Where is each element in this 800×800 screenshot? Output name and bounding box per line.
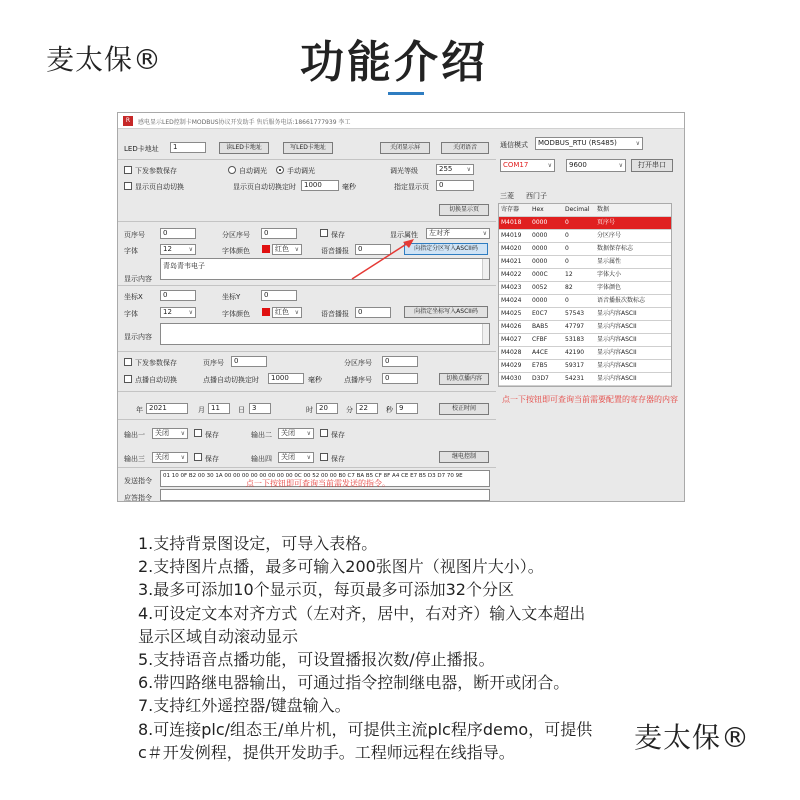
output4-select[interactable]: 关闭 ∨: [278, 452, 314, 463]
reply-cmd-box[interactable]: [160, 489, 490, 501]
comm-mode-select[interactable]: MODBUS_RTU (RS485) ∨: [535, 137, 643, 150]
divider: [118, 391, 496, 392]
output2-select[interactable]: 关闭 ∨: [278, 428, 314, 439]
relay-control-button[interactable]: 继电控制: [439, 451, 489, 463]
page-no-label-2: 页序号: [203, 359, 224, 367]
region-no-input-2[interactable]: 0: [382, 356, 418, 367]
table-row[interactable]: [499, 347, 671, 360]
voice-play-label-2: 语音播报: [321, 310, 349, 318]
app-window: [117, 112, 685, 502]
page-switch-interval-label: 显示页自动切换定时: [233, 183, 296, 191]
table-cell: E0C7: [532, 310, 548, 317]
table-cell: 显示内容ASCII: [597, 336, 637, 343]
specify-page-label: 指定显示页: [394, 183, 429, 191]
output1-save-checkbox[interactable]: [194, 429, 202, 437]
minute-input[interactable]: 22: [356, 403, 378, 414]
feature-item: 3.最多可添加10个显示页，每页最多可添加32个分区: [138, 580, 514, 600]
coord-y-label: 坐标Y: [222, 293, 241, 301]
table-cell: 82: [565, 284, 573, 291]
table-row[interactable]: [499, 373, 671, 386]
led-address-label: LED卡地址: [124, 145, 159, 153]
table-cell: M4019: [501, 232, 522, 239]
content-text: 青岛青韦电子: [163, 262, 205, 270]
switch-page-button[interactable]: 切换显示页: [439, 204, 489, 216]
divider: [118, 351, 496, 352]
output1-select[interactable]: 关闭 ∨: [152, 428, 188, 439]
font-color-label: 字体颜色: [222, 247, 250, 255]
brand-logo-bottom: 麦太保®: [634, 721, 751, 754]
led-address-input[interactable]: 1: [170, 142, 206, 153]
output4-label: 输出四: [251, 455, 272, 463]
tab-mitsubishi[interactable]: 三菱: [500, 192, 514, 200]
voice-play-label: 语音播报: [321, 247, 349, 255]
output1-label: 输出一: [124, 431, 145, 439]
table-cell: 显示内容ASCII: [597, 362, 637, 369]
table-cell: M4018: [501, 219, 522, 226]
dot-play-button[interactable]: 切换点播内容: [439, 373, 489, 385]
table-cell: M4021: [501, 258, 522, 265]
font-color-select-2[interactable]: 红色 ∨: [272, 307, 302, 318]
open-port-button[interactable]: 打开串口: [631, 159, 673, 172]
save-checkbox[interactable]: [320, 229, 328, 237]
table-cell: 数据保存标志: [597, 245, 634, 252]
table-cell: 57543: [565, 310, 585, 317]
save-params-checkbox[interactable]: [124, 166, 132, 174]
table-row[interactable]: [499, 282, 671, 295]
set-time-button[interactable]: 校正时间: [439, 403, 489, 415]
table-cell: 59317: [565, 362, 585, 369]
auto-brightness-radio[interactable]: [228, 166, 236, 174]
table-cell: M4028: [501, 349, 522, 356]
table-header: [499, 204, 671, 217]
region-no-label: 分区序号: [222, 231, 250, 239]
output3-save-label: 保存: [205, 455, 219, 463]
close-voice-button[interactable]: 关闭语音: [441, 142, 489, 154]
write-ascii-coord-button[interactable]: 向指定坐标写入ASCII码: [404, 306, 488, 318]
second-input[interactable]: 9: [396, 403, 418, 414]
feature-item: 8.可连接plc/组态王/单片机，可提供主流plc程序demo，可提供: [138, 719, 593, 739]
font-color-select[interactable]: 红色 ∨: [272, 244, 302, 255]
table-cell: 0: [565, 297, 569, 304]
font-label-2: 字体: [124, 310, 138, 318]
coord-y-input[interactable]: 0: [261, 290, 297, 301]
display-attr-label: 显示属性: [390, 231, 418, 239]
content-label: 显示内容: [124, 275, 152, 283]
year-label: 年: [136, 406, 143, 414]
dot-auto-switch-checkbox[interactable]: [124, 375, 132, 383]
font-select[interactable]: 12 ∨: [160, 244, 196, 255]
feature-item: 5.支持语音点播功能，可设置播报次数/停止播报。: [138, 650, 495, 670]
content-scrollbar[interactable]: [482, 259, 489, 279]
table-row[interactable]: [499, 256, 671, 269]
table-cell: BAB5: [532, 323, 549, 330]
table-row[interactable]: [499, 217, 671, 230]
divider: [118, 419, 496, 420]
output3-label: 输出三: [124, 455, 145, 463]
feature-item: 显示区域自动滚动显示: [138, 626, 299, 646]
divider: [118, 221, 496, 222]
table-cell: A4CE: [532, 349, 548, 356]
table-row[interactable]: [499, 243, 671, 256]
dot-switch-interval-input[interactable]: 1000: [268, 373, 304, 384]
table-cell: 0: [565, 232, 569, 239]
manual-brightness-label: 手动调光: [287, 167, 315, 175]
coord-x-input[interactable]: 0: [160, 290, 196, 301]
read-address-button[interactable]: 读LED卡地址: [219, 142, 269, 154]
align-select[interactable]: 左对齐 ∨: [426, 228, 490, 239]
table-cell: 显示内容ASCII: [597, 375, 637, 382]
day-label: 日: [238, 406, 245, 414]
table-row[interactable]: [499, 295, 671, 308]
register-table: [498, 203, 672, 387]
table-cell: 53183: [565, 336, 585, 343]
divider: [118, 285, 496, 286]
table-cell: 显示内容ASCII: [597, 349, 637, 356]
region-no-input[interactable]: 0: [261, 228, 297, 239]
table-cell: M4029: [501, 362, 522, 369]
brightness-level-label: 调光等级: [390, 167, 418, 175]
dot-play-no-input[interactable]: 0: [382, 373, 418, 384]
auto-brightness-label: 自动调光: [239, 167, 267, 175]
divider: [118, 467, 496, 468]
page-no-input[interactable]: 0: [160, 228, 196, 239]
right-panel: [498, 129, 685, 502]
font-color-swatch-2: [262, 308, 270, 316]
table-row[interactable]: [499, 269, 671, 282]
table-cell: 字体大小: [597, 271, 622, 278]
window-title: 感电显示LED控制卡MODBUS协议开发助手 售后服务电话:18661777939 李工: [138, 119, 351, 126]
table-row[interactable]: [499, 360, 671, 373]
table-cell: M4022: [501, 271, 522, 278]
feature-item: 7.支持红外遥控器/键盘输入。: [138, 696, 351, 716]
table-cell: 0000: [532, 232, 548, 239]
table-cell: 47797: [565, 323, 585, 330]
second-label: 秒: [386, 406, 393, 414]
reply-cmd-label: 应答指令: [124, 494, 152, 502]
table-header-cell: 数据: [597, 206, 610, 213]
day-input[interactable]: 3: [249, 403, 271, 414]
write-ascii-button[interactable]: 向指定分区写入ASCII码: [404, 243, 488, 255]
month-input[interactable]: 11: [208, 403, 230, 414]
table-header-cell: 寄存器: [501, 206, 520, 213]
table-cell: M4020: [501, 245, 522, 252]
window-titlebar: [118, 113, 685, 129]
table-cell: CFBF: [532, 336, 548, 343]
title-underline: [388, 92, 424, 95]
font-label: 字体: [124, 247, 138, 255]
region-no-label-2: 分区序号: [344, 359, 372, 367]
table-cell: 42190: [565, 349, 585, 356]
page-no-label: 页序号: [124, 231, 145, 239]
hour-input[interactable]: 20: [316, 403, 338, 414]
feature-list: [138, 532, 698, 764]
minute-label: 分: [346, 406, 353, 414]
ms-unit-label: 毫秒: [342, 183, 356, 191]
table-cell: 0: [565, 258, 569, 265]
table-cell: D3D7: [532, 375, 549, 382]
content-label-2: 显示内容: [124, 333, 152, 341]
table-cell: 54231: [565, 375, 585, 382]
output3-save-checkbox[interactable]: [194, 453, 202, 461]
send-cmd-text: 01 10 0F B2 00 30 1A 00 00 00 00 00 00 00 00 0C 00 52 00 00 B0 C7 BA B5 CF 8F A4 CE E7 B5 D3 D7 70 9E: [163, 473, 463, 479]
page-auto-switch-checkbox[interactable]: [124, 182, 132, 190]
feature-item: 1.支持背景图设定，可导入表格。: [138, 534, 378, 553]
tab-siemens[interactable]: 西门子: [526, 192, 547, 200]
brand-logo-top: 麦太保®: [46, 43, 163, 76]
font-select-2[interactable]: 12 ∨: [160, 307, 196, 318]
write-address-button[interactable]: 写LED卡地址: [283, 142, 333, 154]
year-input[interactable]: 2021: [146, 403, 188, 414]
table-row[interactable]: [499, 334, 671, 347]
table-cell: M4023: [501, 284, 522, 291]
save-params-label: 下发参数保存: [135, 167, 177, 175]
table-cell: E7B5: [532, 362, 548, 369]
table-cell: M4030: [501, 375, 522, 382]
table-cell: 0052: [532, 284, 548, 291]
arrow-annotation: [348, 233, 418, 283]
table-cell: 000C: [532, 271, 548, 278]
comm-mode-label: 通信模式: [500, 141, 528, 149]
register-hint: 点一下按钮即可查询当前需要配置的寄存器的内容: [502, 395, 678, 404]
dot-auto-switch-label: 点播自动切换: [135, 376, 177, 384]
voice-play-input-2[interactable]: 0: [355, 307, 391, 318]
table-row[interactable]: [499, 230, 671, 243]
table-header-cell: Hex: [532, 206, 544, 213]
month-label: 月: [198, 406, 205, 414]
voice-play-input[interactable]: 0: [355, 244, 391, 255]
baud-select[interactable]: 9600 ∨: [566, 159, 626, 172]
content-textarea-2[interactable]: [160, 323, 490, 345]
content-textarea[interactable]: [160, 258, 490, 280]
font-color-label-2: 字体颜色: [222, 310, 250, 318]
feature-item: c＃开发例程，提供开发助手。工程师远程在线指导。: [138, 742, 515, 762]
table-cell: 语音播报次数标志: [597, 297, 646, 304]
save-params-label-2: 下发参数保存: [135, 359, 177, 367]
page-auto-switch-label: 显示页自动切换: [135, 183, 184, 191]
table-cell: 显示属性: [597, 258, 622, 265]
table-cell: M4025: [501, 310, 522, 317]
left-panel: [118, 129, 496, 502]
content-scrollbar-2[interactable]: [482, 324, 489, 344]
output2-save-label: 保存: [331, 431, 345, 439]
table-cell: 页序号: [597, 219, 616, 226]
dot-switch-interval-label: 点播自动切换定时: [203, 376, 259, 384]
table-cell: 0000: [532, 258, 548, 265]
table-cell: 字体颜色: [597, 284, 622, 291]
table-cell: M4024: [501, 297, 522, 304]
font-color-swatch: [262, 245, 270, 253]
table-cell: 0000: [532, 219, 548, 226]
table-row[interactable]: [499, 308, 671, 321]
send-cmd-label: 发送指令: [124, 477, 152, 485]
table-cell: 0000: [532, 297, 548, 304]
app-icon: R: [123, 116, 133, 126]
output1-save-label: 保存: [205, 431, 219, 439]
com-port-select[interactable]: COM17 ∨: [500, 159, 555, 172]
close-display-button[interactable]: 关闭显示屏: [380, 142, 430, 154]
feature-item: 2.支持图片点播，最多可输入200张图片（视图片大小）。: [138, 557, 544, 577]
page-title: 功能介绍: [300, 37, 488, 88]
output4-save-checkbox[interactable]: [320, 453, 328, 461]
output3-select[interactable]: 关闭 ∨: [152, 452, 188, 463]
specify-page-input[interactable]: 0: [436, 180, 474, 191]
dot-play-no-label: 点播序号: [344, 376, 372, 384]
page-switch-interval-input[interactable]: 1000: [301, 180, 339, 191]
save-label: 保存: [331, 231, 345, 239]
table-cell: M4027: [501, 336, 522, 343]
output2-save-checkbox[interactable]: [320, 429, 328, 437]
divider: [118, 159, 496, 160]
page-no-input-2[interactable]: 0: [231, 356, 267, 367]
table-row[interactable]: [499, 321, 671, 334]
table-cell: 0: [565, 245, 569, 252]
table-cell: 分区序号: [597, 232, 622, 239]
hour-label: 时: [306, 406, 313, 414]
table-cell: 显示内容ASCII: [597, 310, 637, 317]
coord-x-label: 坐标X: [124, 293, 143, 301]
feature-item: 6.带四路继电器输出，可通过指令控制继电器，断开或闭合。: [138, 673, 570, 693]
feature-item: 4.可设定文本对齐方式（左对齐，居中，右对齐）输入文本超出: [138, 603, 586, 623]
output4-save-label: 保存: [331, 455, 345, 463]
table-header-cell: Decimal: [565, 206, 590, 213]
output2-label: 输出二: [251, 431, 272, 439]
table-cell: 显示内容ASCII: [597, 323, 637, 330]
table-cell: 0: [565, 219, 569, 226]
save-params-checkbox-2[interactable]: [124, 358, 132, 366]
dot-ms-unit-label: 毫秒: [308, 376, 322, 384]
table-cell: M4026: [501, 323, 522, 330]
reply-hint: 点一下按钮即可查询当前需发送的指令。: [246, 479, 390, 488]
table-cell: 12: [565, 271, 573, 278]
table-cell: 0000: [532, 245, 548, 252]
brightness-level-select[interactable]: 255 ∨: [436, 164, 474, 175]
manual-brightness-radio[interactable]: [276, 166, 284, 174]
